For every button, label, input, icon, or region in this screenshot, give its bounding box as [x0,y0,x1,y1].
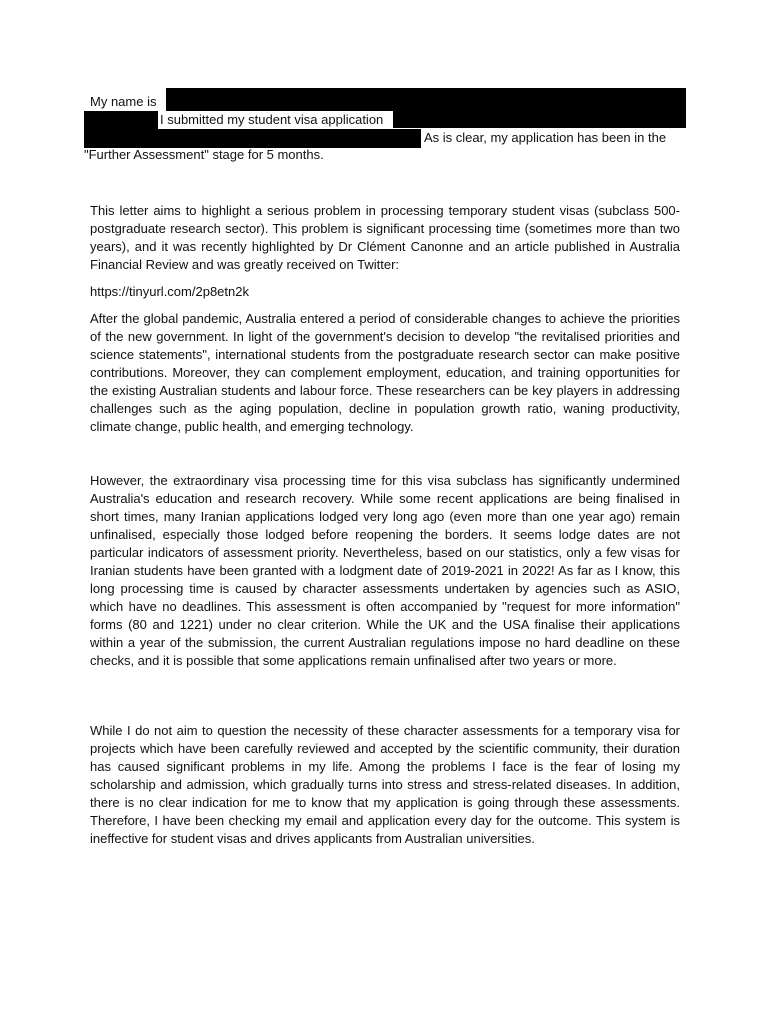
paragraph: While I do not aim to question the necessity of these character assessments for a temporary visa for projects which have been carefully reviewed and accepted by the scientific community, their duration has caused significant problems in my life. Among the problems I face is the fear of losing my scholarship and admission, which gradually turns into stress and stress-related diseases. In addition, there is no clear indication for me to know that my application is going through these assessments. Therefore, I have been checking my email and application every day for the outcome. This system is ineffective for student visas and drives applicants from Australian universities. [90,723,680,846]
paragraph: After the global pandemic, Australia entered a period of considerable changes to achieve the priorities of the new government. In light of the government's decision to develop "the revitalised priorities and science statements", international students from the postgraduate research sector can make positive contributions. Moreover, they can complement employment, education, and training opportunities for the existing Australian students and labour force. These researchers can be key players in addressing challenges such as the aging population, decline in population growth ratio, waning productivity, climate change, public health, and emerging technology. [90,311,680,434]
paragraph: This letter aims to highlight a serious problem in processing temporary student visas (subclass 500-postgraduate research sector). This problem is significant processing time (sometimes more than two years), and it was recently highlighted by Dr Clément Canonne and an article published in Australia Financial Review and was greatly received on Twitter: [90,203,680,272]
intro-line-3: As is clear, my application has been in the [424,130,667,145]
intro-line-4: "Further Assessment" stage for 5 months. [84,147,324,162]
intro-line-2: I submitted my student visa application [160,112,384,127]
redaction-bar [84,111,158,129]
paragraph: However, the extraordinary visa processing time for this visa subclass has significantly undermined Australia's education and research recovery. While some recent applications are being finalised in short times, many Iranian applications lodged very long ago (even more than one year ago) remain unfinalised, especially those lodged before reopening the borders. It seems lodge dates are not particular indicators of assessment priority. Nevertheless, based on our statistics, only a few visas for Iranian students have been granted with a lodgment date of 2019-2021 in 2022! As far as I know, this long processing time is caused by character assessments undertaken by agencies such as ASIO, which have no deadlines. This assessment is often accompanied by "request for more information" forms (80 and 1221) under no clear criterion. While the UK and the USA finalise their applications within a year of the submission, the current Australian regulations impose no hard deadline on these checks, and it is possible that some applications remain unfinalised after two years or more. [90,473,680,668]
article-link[interactable]: https://tinyurl.com/2p8etn2k [90,284,249,299]
redaction-bar [84,129,421,148]
redaction-bar [393,106,686,128]
intro-line-1: My name is [90,94,157,109]
